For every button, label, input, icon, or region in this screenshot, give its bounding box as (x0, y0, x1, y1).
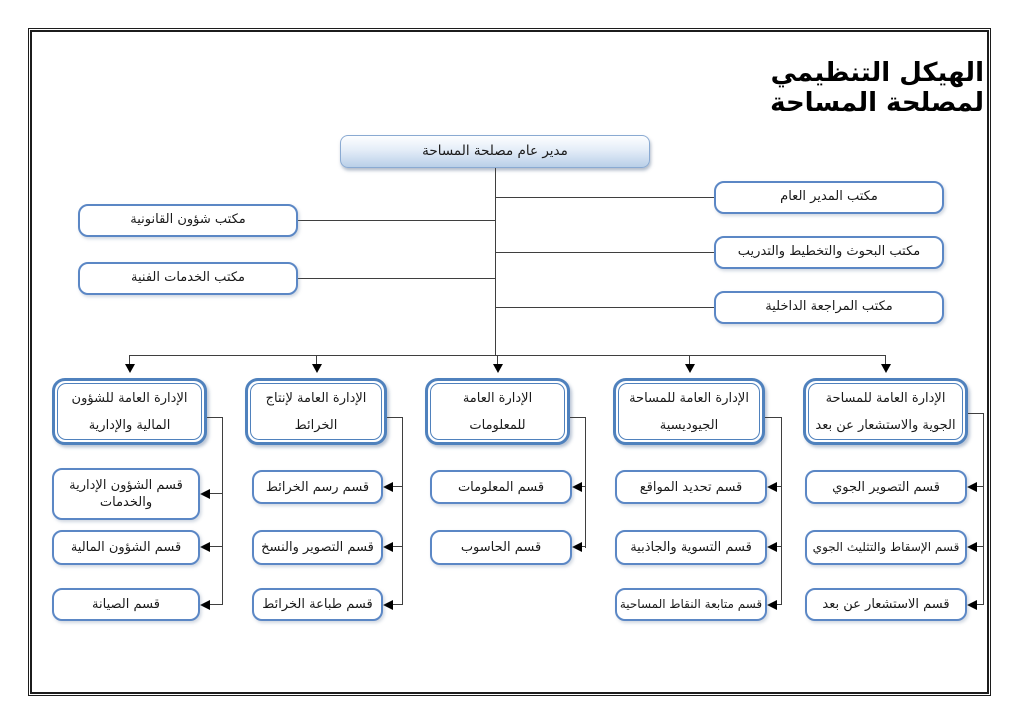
org-node-label: مدير عام مصلحة المساحة (422, 142, 568, 159)
org-node-label: قسم الشؤون المالية (70, 540, 182, 555)
arrow-left-icon (200, 489, 210, 499)
org-node-office-internal-audit (714, 291, 944, 324)
org-node-section-admin-affairs-services (52, 468, 200, 520)
org-node-label: قسم رسم الخرائط (265, 479, 370, 495)
connector-line (781, 417, 782, 605)
org-node-label: قسم طباعة الخرائط (262, 597, 373, 612)
org-node-label: الإدارة العامة لإنتاج (265, 390, 367, 406)
connector-line (570, 417, 586, 418)
arrow-left-icon (767, 542, 777, 552)
arrow-left-icon (967, 542, 977, 552)
org-node-office-legal-affairs (78, 204, 298, 237)
connector-line (298, 220, 495, 221)
arrow-down-icon (125, 364, 135, 373)
org-node-label: الإدارة العامة للمساحة (629, 390, 749, 406)
org-node-label: مكتب شؤون القانونية (130, 212, 246, 228)
connector-line (495, 252, 714, 253)
org-node-office-director-general (714, 181, 944, 214)
connector-line (393, 604, 403, 605)
connector-line (582, 486, 586, 487)
org-node-label: قسم التسوية والجاذبية (630, 540, 752, 555)
connector-line (983, 413, 984, 605)
arrow-down-icon (881, 364, 891, 373)
chart-title: الهيكل التنظيمي لمصلحة المساحة (770, 58, 984, 118)
connector-line (777, 546, 782, 547)
org-node-label: والخدمات (99, 495, 153, 510)
arrow-down-icon (493, 364, 503, 373)
arrow-left-icon (383, 600, 393, 610)
org-node-section-maintenance (52, 588, 200, 621)
org-node-label: الجيوديسية (659, 417, 719, 433)
org-node-label: للمعلومات (469, 417, 526, 433)
org-node-dept-geodetic-survey (613, 378, 765, 445)
org-node-dept-aerial-survey-remote-sensing (803, 378, 968, 445)
org-node-section-aerial-photography (805, 470, 967, 504)
org-node-office-research-planning-training (714, 236, 944, 269)
connector-line (210, 546, 223, 547)
connector-line (210, 493, 223, 494)
arrow-left-icon (967, 600, 977, 610)
org-node-section-map-printing (252, 588, 383, 621)
arrow-left-icon (200, 542, 210, 552)
org-node-dept-map-production (245, 378, 387, 445)
org-node-label: قسم التصوير الجوي (832, 479, 940, 495)
connector-line (387, 417, 403, 418)
connector-line (210, 604, 223, 605)
org-node-section-computer (430, 530, 572, 565)
connector-line (393, 546, 403, 547)
connector-line (977, 546, 984, 547)
org-node-dept-financial-administrative (52, 378, 207, 445)
org-node-label: الإدارة العامة للشؤون (71, 390, 188, 406)
connector-line (777, 604, 782, 605)
connector-line (207, 417, 223, 418)
org-node-label: مكتب الخدمات الفنية (131, 270, 246, 286)
org-node-director-general (340, 135, 650, 168)
arrow-left-icon (767, 482, 777, 492)
connector-line (495, 197, 714, 198)
arrow-left-icon (767, 600, 777, 610)
connector-line (968, 413, 984, 414)
org-node-section-positioning (615, 470, 767, 504)
org-node-section-photography-copying (252, 530, 383, 565)
org-node-label: الجوية والاستشعار عن بعد (815, 417, 956, 433)
org-node-dept-information (425, 378, 570, 445)
org-node-office-technical-services (78, 262, 298, 295)
connector-line (777, 486, 782, 487)
connector-line (765, 417, 782, 418)
arrow-left-icon (967, 482, 977, 492)
arrow-down-icon (312, 364, 322, 373)
connector-line (977, 604, 984, 605)
connector-line (977, 486, 984, 487)
connector-line (495, 307, 714, 308)
arrow-left-icon (383, 542, 393, 552)
org-node-section-financial-affairs (52, 530, 200, 565)
org-node-label: الإدارة العامة (462, 390, 533, 406)
org-node-section-remote-sensing (805, 588, 967, 621)
connector-line (402, 417, 403, 605)
org-node-section-map-drawing (252, 470, 383, 504)
org-node-label: قسم الصيانة (92, 597, 160, 612)
org-node-label: قسم الشؤون الإدارية (69, 478, 183, 493)
arrow-left-icon (572, 482, 582, 492)
arrow-left-icon (200, 600, 210, 610)
org-node-label: الخرائط (294, 417, 338, 433)
connector-line (393, 486, 403, 487)
org-node-section-survey-points-followup (615, 588, 767, 621)
org-node-section-leveling-gravity (615, 530, 767, 565)
org-node-label: قسم تحديد المواقع (639, 479, 743, 495)
org-node-section-information (430, 470, 572, 504)
org-node-label: قسم المعلومات (457, 479, 545, 495)
org-node-section-projection-aerial-triangulation (805, 530, 967, 565)
org-node-label: مكتب البحوث والتخطيط والتدريب (737, 244, 921, 260)
arrow-left-icon (383, 482, 393, 492)
org-node-label: الإدارة العامة للمساحة (825, 390, 946, 406)
org-node-label: قسم متابعة النقاط المساحية (619, 597, 763, 611)
connector-line (222, 417, 223, 605)
connector-line (129, 355, 886, 356)
org-node-label: المالية والإدارية (88, 417, 171, 433)
org-node-label: قسم التصوير والنسخ (261, 540, 374, 555)
org-node-label: قسم الإسقاط والتثليث الجوي (812, 540, 960, 554)
arrow-left-icon (572, 542, 582, 552)
connector-line (298, 278, 495, 279)
org-node-label: مكتب المدير العام (780, 189, 878, 205)
arrow-down-icon (685, 364, 695, 373)
org-node-label: قسم الاستشعار عن بعد (822, 597, 950, 612)
connector-line (585, 417, 586, 548)
connector-line (582, 546, 586, 547)
org-node-label: مكتب المراجعة الداخلية (765, 299, 893, 315)
org-node-label: قسم الحاسوب (460, 540, 542, 555)
